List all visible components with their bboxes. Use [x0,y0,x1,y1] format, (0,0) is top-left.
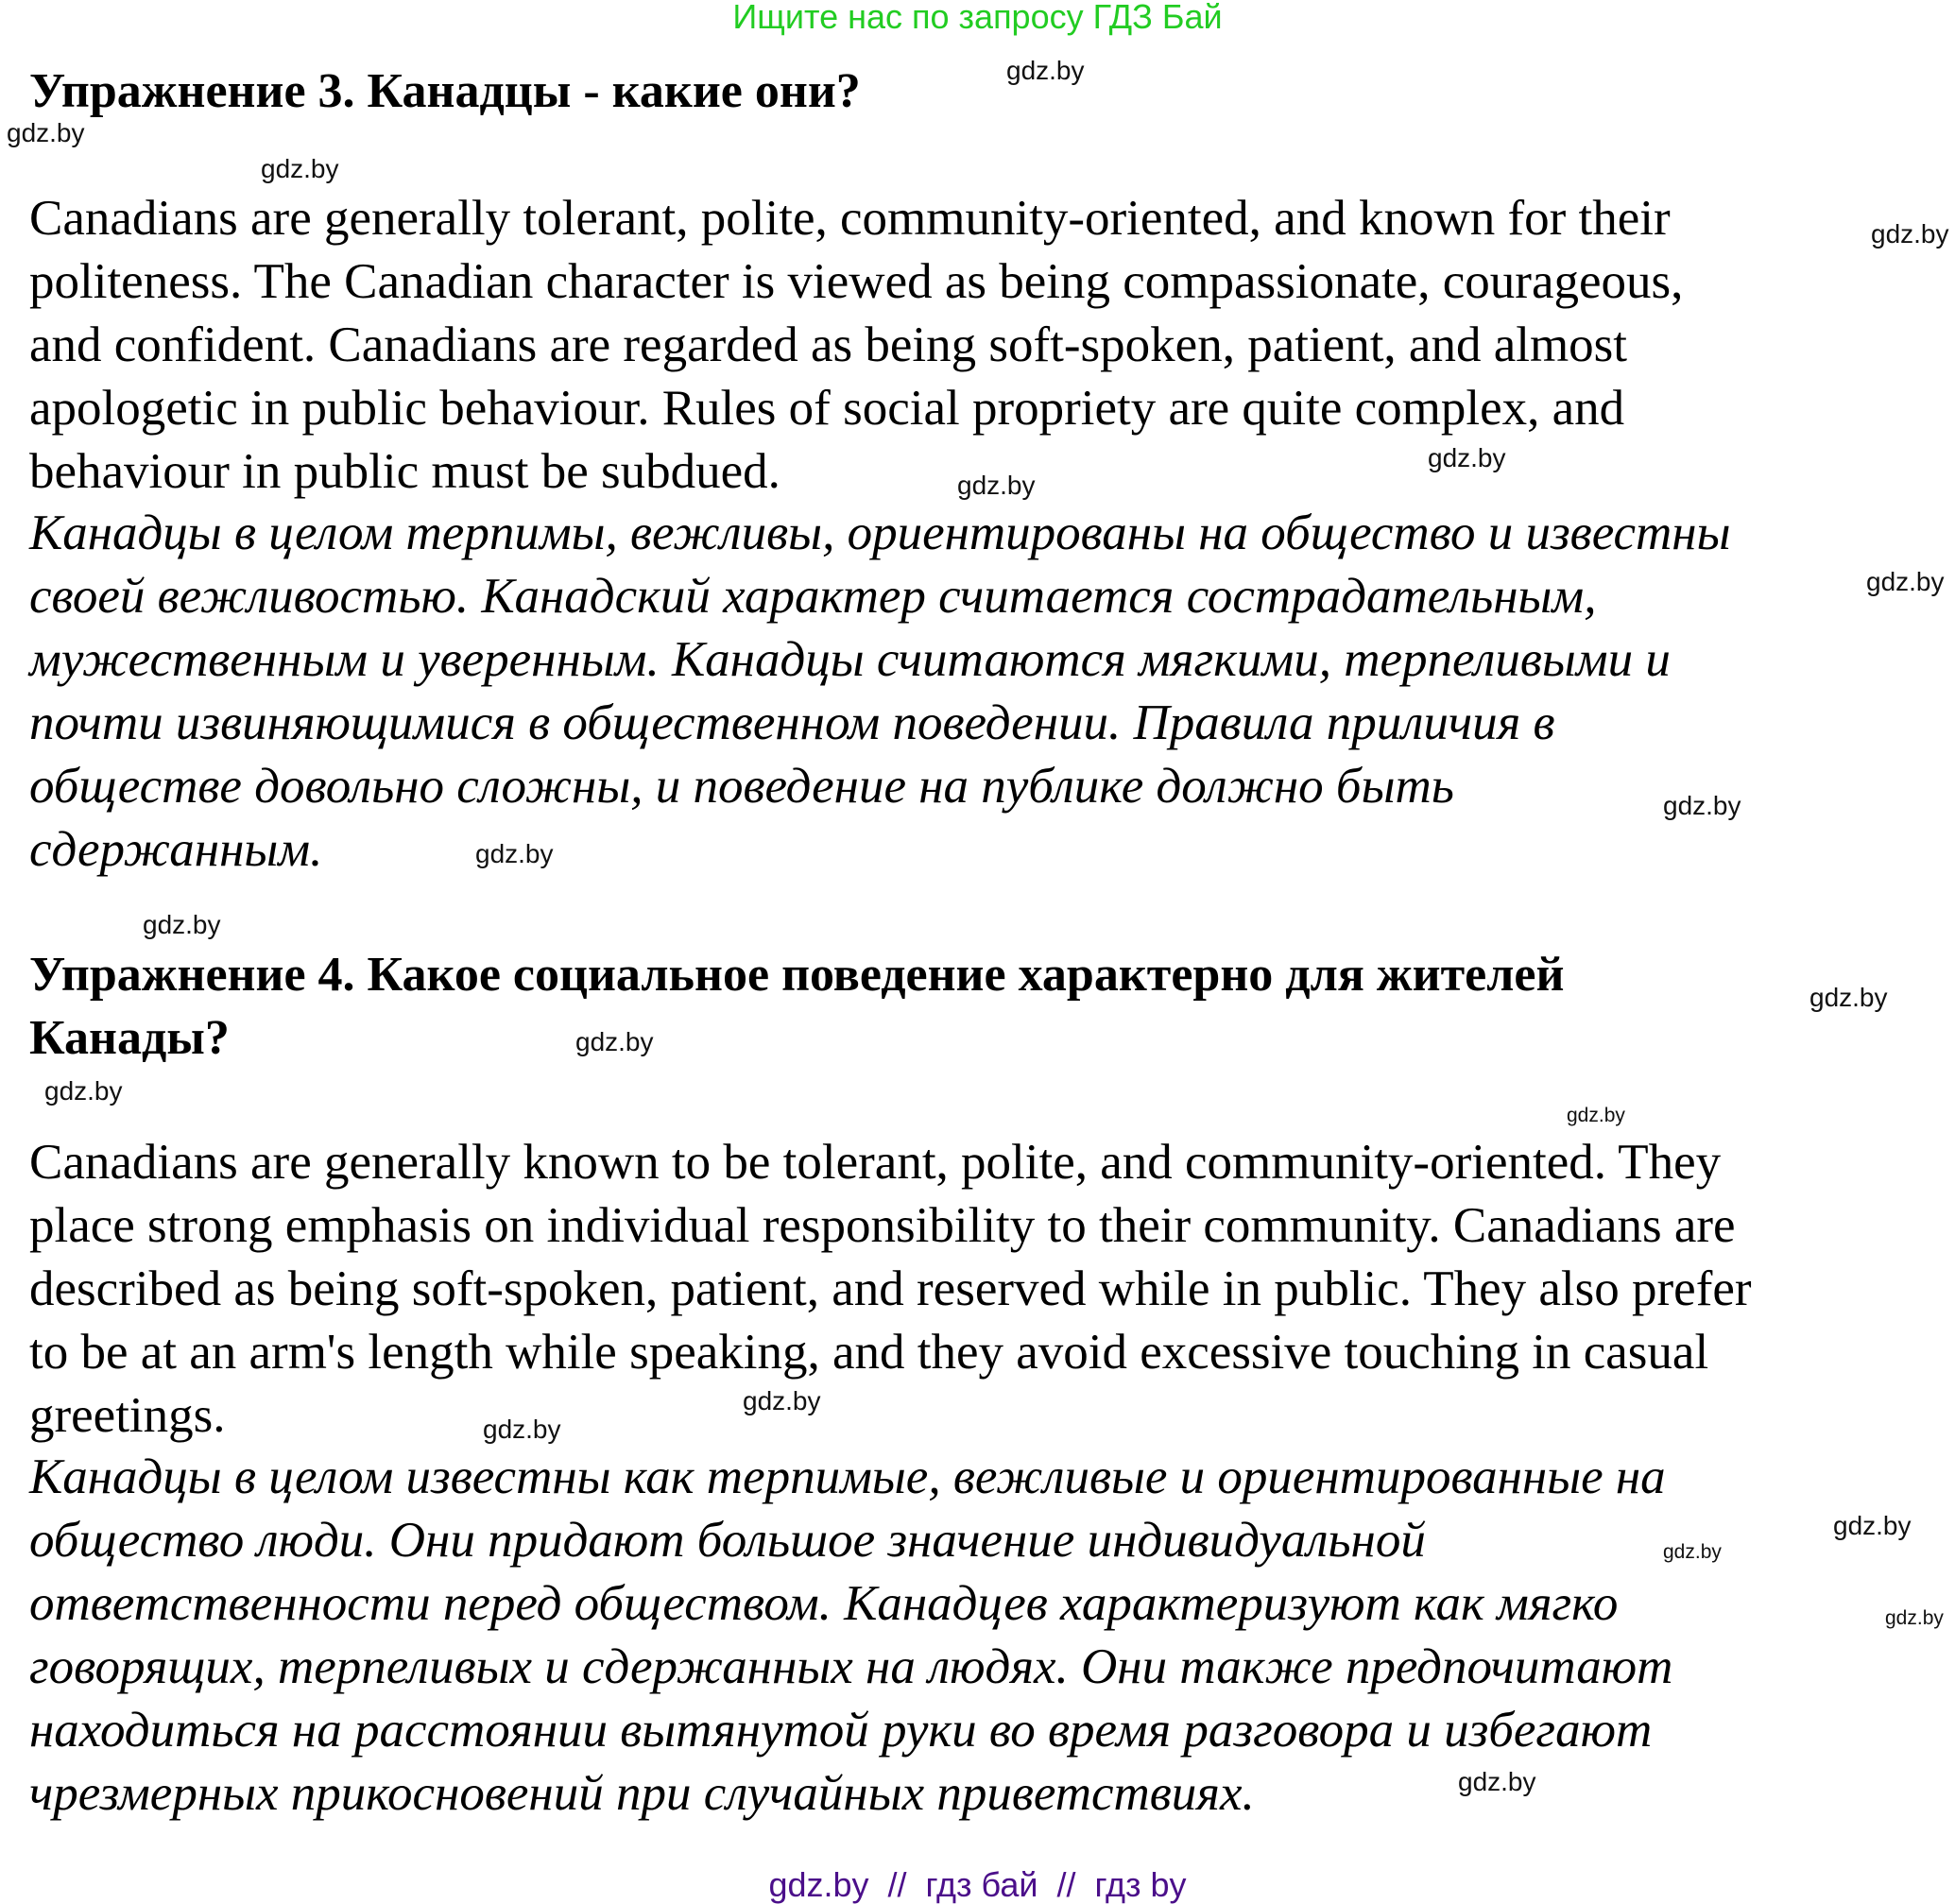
text-line: говорящих, терпеливых и сдержанных на людях. Они также предпочитают [29,1639,1673,1694]
text-line: сдержанным. [29,822,323,877]
watermark: gdz.by [1871,219,1949,249]
text-line: чрезмерных прикосновений при случайных приветствиях. [29,1766,1255,1821]
watermark: gdz.by [743,1386,821,1415]
text-line: and confident. Canadians are regarded as being soft-spoken, patient, and almost [29,317,1628,372]
watermark: gdz.by [575,1027,654,1056]
text-line: Canadians are generally tolerant, polite, community-oriented, and known for their [29,191,1671,246]
title-line: Упражнение 4. Какое социальное поведение характерно для жителей [29,948,1565,1002]
text-line: ответственности перед обществом. Канадцев характеризуют как мягко [29,1576,1619,1631]
text-line: place strong emphasis on individual responsibility to their community. Canadians are [29,1198,1736,1253]
text-line: Canadians are generally known to be tolerant, polite, and community-oriented. They [29,1135,1722,1190]
text-line: своей вежливостью. Канадский характер считается сострадательным, [29,569,1597,624]
watermark: gdz.by [143,910,221,939]
watermark: gdz.by [7,118,85,147]
search-banner: Ищите нас по запросу ГДЗ Бай [732,0,1223,36]
exercise-3-title: Упражнение 3. Канадцы - какие они? [29,64,861,118]
text-line: to be at an arm's length while speaking, and they avoid excessive touching in casual [29,1325,1709,1380]
text-line: greetings. [29,1388,226,1443]
text-line: находиться на расстоянии вытянутой руки во время разговора и избегают [29,1703,1653,1758]
watermark: gdz.by [1833,1511,1912,1540]
watermark: gdz.by [261,154,339,183]
text-line: Канадцы в целом известны как терпимые, вежливые и ориентированные на [29,1449,1666,1504]
exercise-4-english [29,1131,1752,1448]
exercise-4-title [29,943,1564,1070]
footer-links: gdz.by // гдз бай // гдз by [768,1865,1187,1904]
watermark: gdz.by [475,839,554,868]
exercise-4-russian [29,1446,1672,1826]
title-line: Канады? [29,1011,230,1065]
watermark: gdz.by [957,471,1036,500]
watermark: gdz.by [483,1415,561,1444]
watermark: gdz.by [1458,1767,1536,1796]
exercise-3-russian [29,502,1731,882]
watermark: gdz.by [1428,443,1506,472]
watermark: gdz.by [1663,1541,1722,1563]
watermark: gdz.by [1866,567,1945,596]
watermark: gdz.by [44,1076,123,1106]
text-line: почти извиняющимися в общественном поведении. Правила приличия в [29,695,1555,750]
text-line: behaviour in public must be subdued. [29,444,780,499]
watermark: gdz.by [1663,791,1741,820]
text-line: apologetic in public behaviour. Rules of social propriety are quite complex, and [29,381,1625,436]
text-line: Канадцы в целом терпимы, вежливы, ориентированы на общество и известны [29,506,1731,560]
text-line: общество люди. Они придают большое значение индивидуальной [29,1513,1426,1568]
watermark: gdz.by [1567,1105,1625,1126]
watermark: gdz.by [1006,56,1085,85]
watermark: gdz.by [1885,1607,1944,1629]
text-line: мужественным и уверенным. Канадцы считаются мягкими, терпеливыми и [29,632,1671,687]
text-line: обществе довольно сложны, и поведение на публике должно быть [29,759,1454,814]
text-line: politeness. The Canadian character is viewed as being compassionate, courageous, [29,254,1684,309]
watermark: gdz.by [1809,983,1888,1012]
text-line: described as being soft-spoken, patient, and reserved while in public. They also prefer [29,1261,1752,1316]
